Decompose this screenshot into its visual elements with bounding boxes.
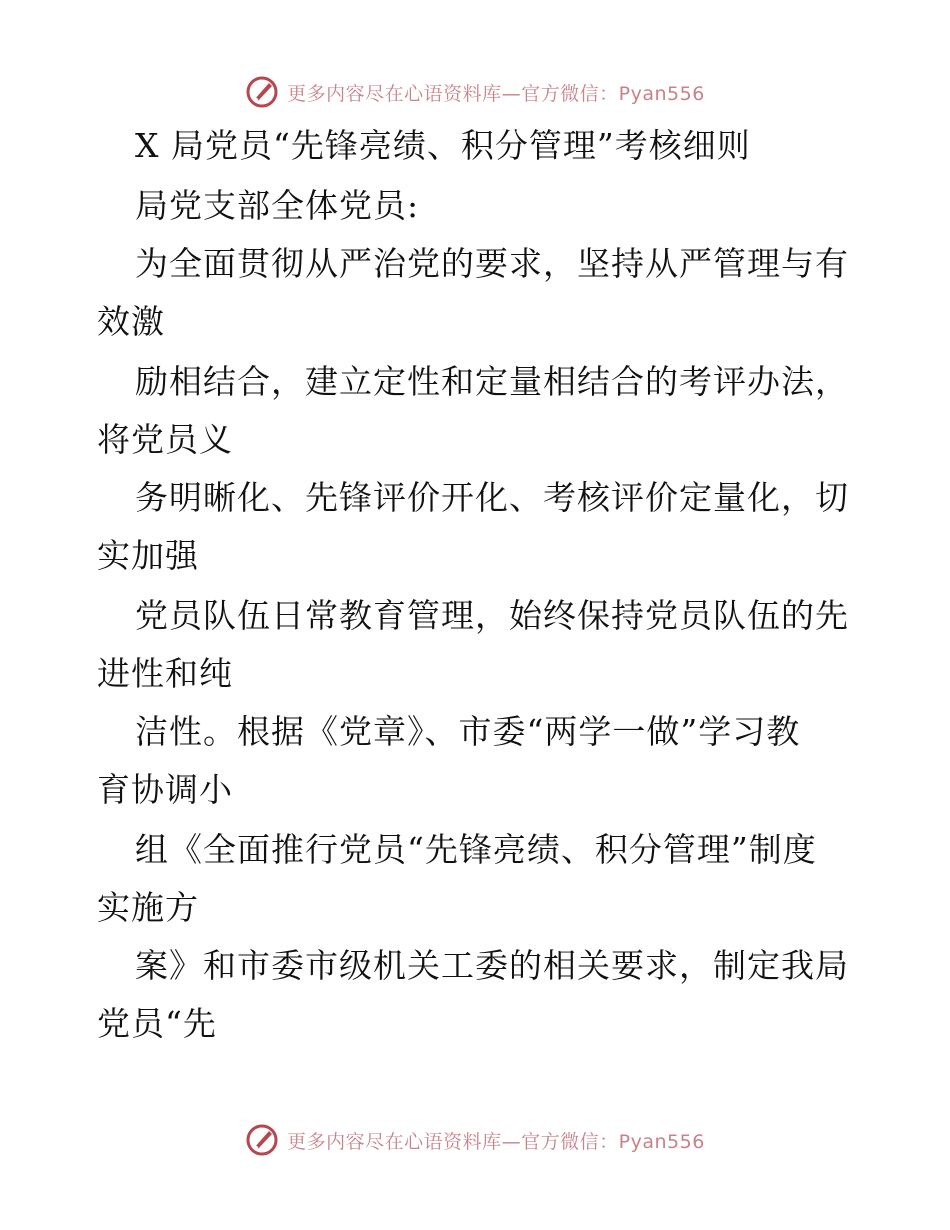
footer-banner-main: 更多内容尽在心语资料库	[287, 1130, 502, 1153]
header-banner-text	[287, 79, 705, 106]
paragraph-line: 组《全面推行党员“先锋亮绩、积分管理”制度	[135, 830, 817, 869]
footer-banner-text	[287, 1127, 705, 1154]
footer-banner-sep: —	[501, 1130, 522, 1153]
paragraph-line: 案》和市委市级机关工委的相关要求，制定我局	[135, 946, 849, 985]
header-banner-wechat: 官方微信：Pyan556	[521, 82, 705, 105]
paragraph-line: 进性和纯	[97, 654, 233, 693]
paragraph-line: 党员“先	[97, 1004, 217, 1043]
paragraph-line: 励相结合，建立定性和定量相结合的考评办法，	[135, 362, 849, 401]
paragraph-line: 洁性。根据《党章》、市委“两学一做”学习教	[135, 712, 801, 751]
paragraph-line: 效激	[97, 302, 165, 341]
document-salutation: 局党支部全体党员:	[135, 186, 420, 225]
paragraph-line: 实加强	[97, 536, 199, 575]
header-banner	[0, 72, 950, 112]
paragraph-line: 实施方	[97, 888, 199, 927]
paragraph-line: 党员队伍日常教育管理，始终保持党员队伍的先	[135, 596, 849, 635]
document-title: X 局党员“先锋亮绩、积分管理”考核细则	[135, 126, 751, 165]
footer-banner-wechat: 官方微信：Pyan556	[521, 1130, 705, 1153]
pen-logo-icon	[245, 1123, 279, 1157]
paragraph-line: 务明晰化、先锋评价开化、考核评价定量化，切	[135, 478, 849, 517]
pen-logo-icon	[245, 75, 279, 109]
header-banner-sep: —	[501, 82, 522, 105]
paragraph-line: 育协调小	[97, 770, 233, 809]
paragraph-line: 将党员义	[97, 420, 233, 459]
paragraph-line: 为全面贯彻从严治党的要求，坚持从严管理与有	[135, 244, 849, 283]
header-banner-main: 更多内容尽在心语资料库	[287, 82, 502, 105]
footer-banner	[0, 1120, 950, 1160]
